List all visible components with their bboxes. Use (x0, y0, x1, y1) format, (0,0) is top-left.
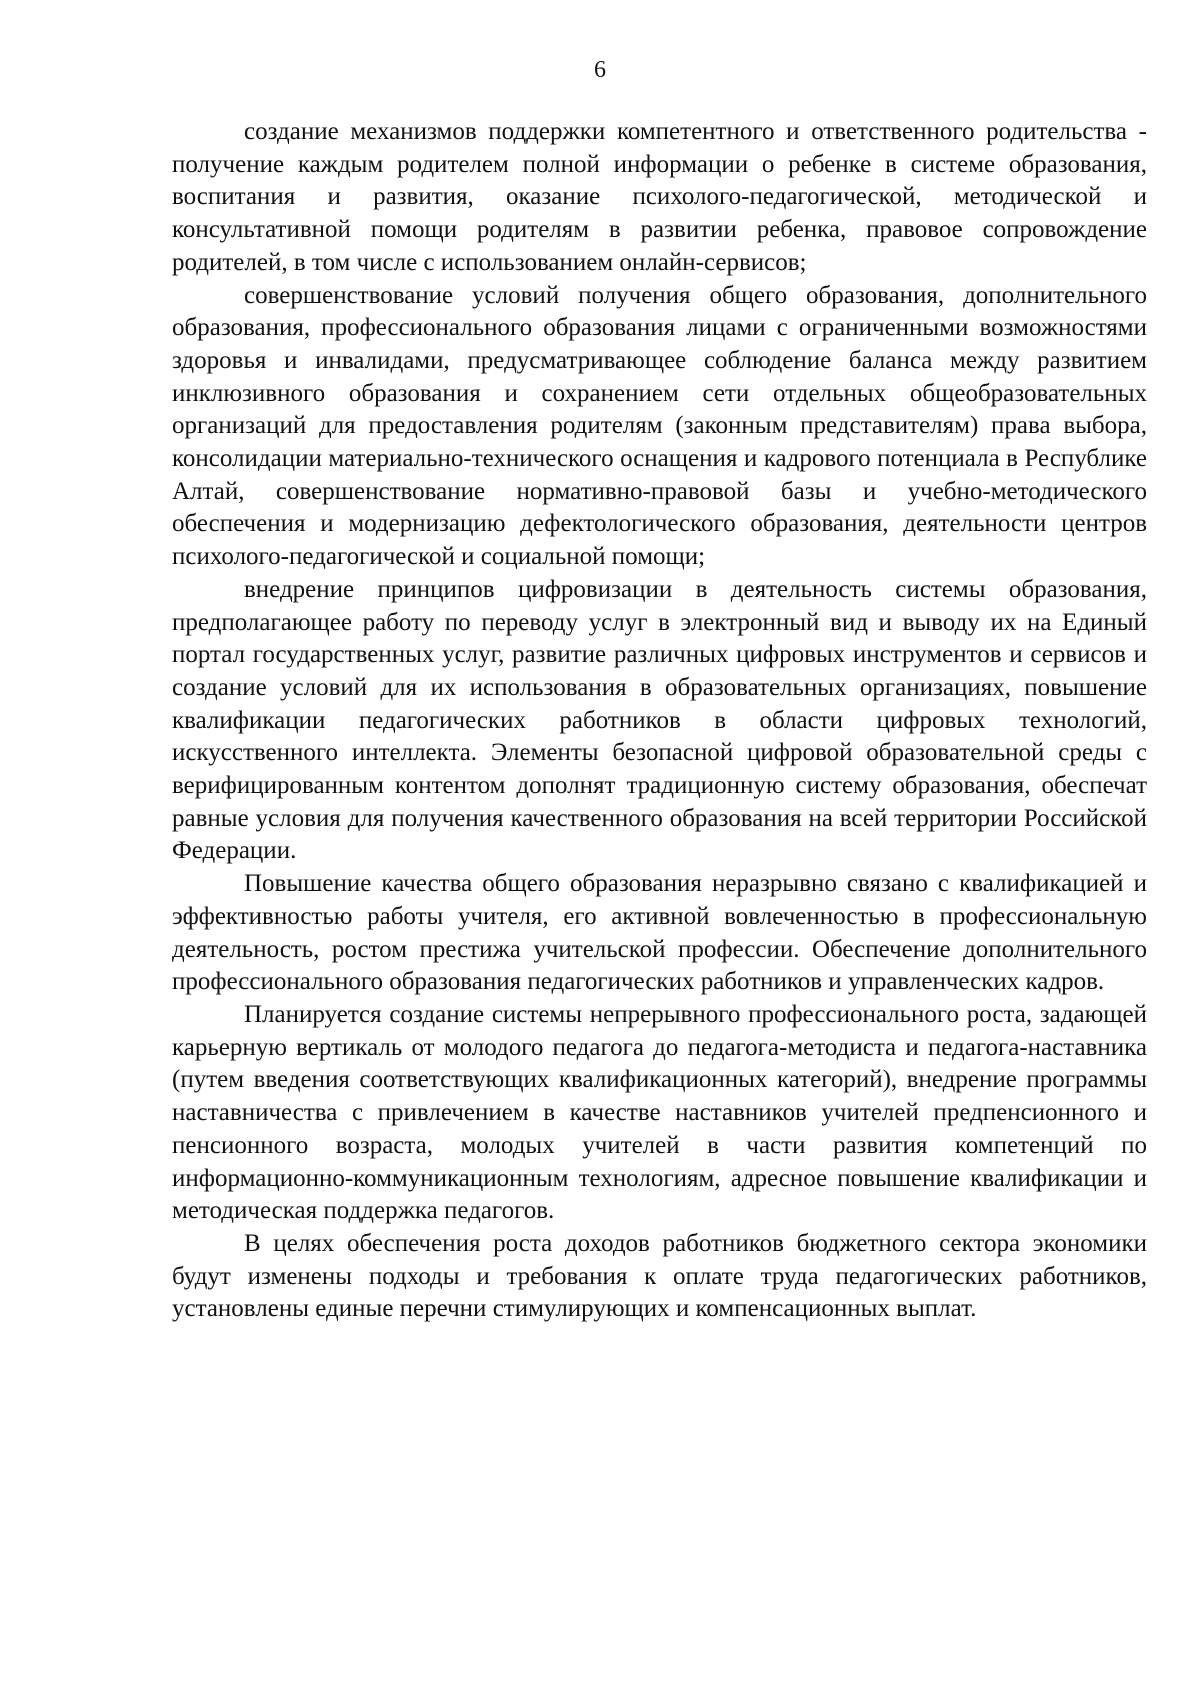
paragraph-professional-growth: Планируется создание системы непрерывного профессионального роста, задающей карьерную вертикаль от молодого педагога до педагога-методиста и педагога-наставника (путем введения соответствующих квалификационных категорий), внедрение программы наставничества с привлечением в качестве наставников учителей предпенсионного и пенсионного возраста, молодых учителей в части развития компетенций по информационно-коммуникационным технологиям, адресное повышение квалификации и методическая поддержка педагогов. (172, 1000, 1147, 1225)
paragraph-digitalization: внедрение принципов цифровизации в деятельность системы образования, предполагающее работу по переводу услуг в электронный вид и выводу их на Единый портал государственных услуг, развитие различных цифровых инструментов и сервисов и создание условий для их использования в образовательных организациях, повышение квалификации педагогических работников в области цифровых технологий, искусственного интеллекта. Элементы безопасной цифровой образовательной среды с верифицированным контентом дополнят традиционную систему образования, обеспечат равные условия для получения качественного образования на всей территории Российской Федерации. (172, 575, 1147, 865)
paragraph-parenting-support: создание механизмов поддержки компетентного и ответственного родительства - получение каждым родителем полной информации о ребенке в системе образования, воспитания и развития, оказание психолого-педагогической, методической и консультативной помощи родителям в развитии ребенка, правовое сопровождение родителей, в том числе с использованием онлайн-сервисов; (172, 118, 1147, 276)
paragraph-teacher-quality: Повышение качества общего образования неразрывно связано с квалификацией и эффективностью работы учителя, его активной вовлеченностью в профессиональную деятельность, ростом престижа учительской профессии. Обеспечение дополнительного профессионального образования педагогических работников и управленческих кадров. (172, 870, 1147, 996)
paragraph-inclusive-education: совершенствование условий получения общего образования, дополнительного образования, профессионального образования лицами с ограниченными возможностями здоровья и инвалидами, предусматривающее соблюдение баланса между развитием инклюзивного образования и сохранением сети отдельных общеобразовательных организаций для предоставления родителям (законным представителям) права выбора, консолидации материально-технического оснащения и кадрового потенциала в Республике Алтай, совершенствование нормативно-правовой базы и учебно-методического обеспечения и модернизацию дефектологического образования, деятельности центров психолого-педагогической и социальной помощи; (172, 281, 1147, 571)
paragraph-wages: В целях обеспечения роста доходов работников бюджетного сектора экономики будут изменены подходы и требования к оплате труда педагогических работников, установлены единые перечни стимулирующих и компенсационных выплат. (172, 1229, 1147, 1323)
document-body (172, 116, 1147, 1326)
page-number: 6 (594, 57, 606, 83)
